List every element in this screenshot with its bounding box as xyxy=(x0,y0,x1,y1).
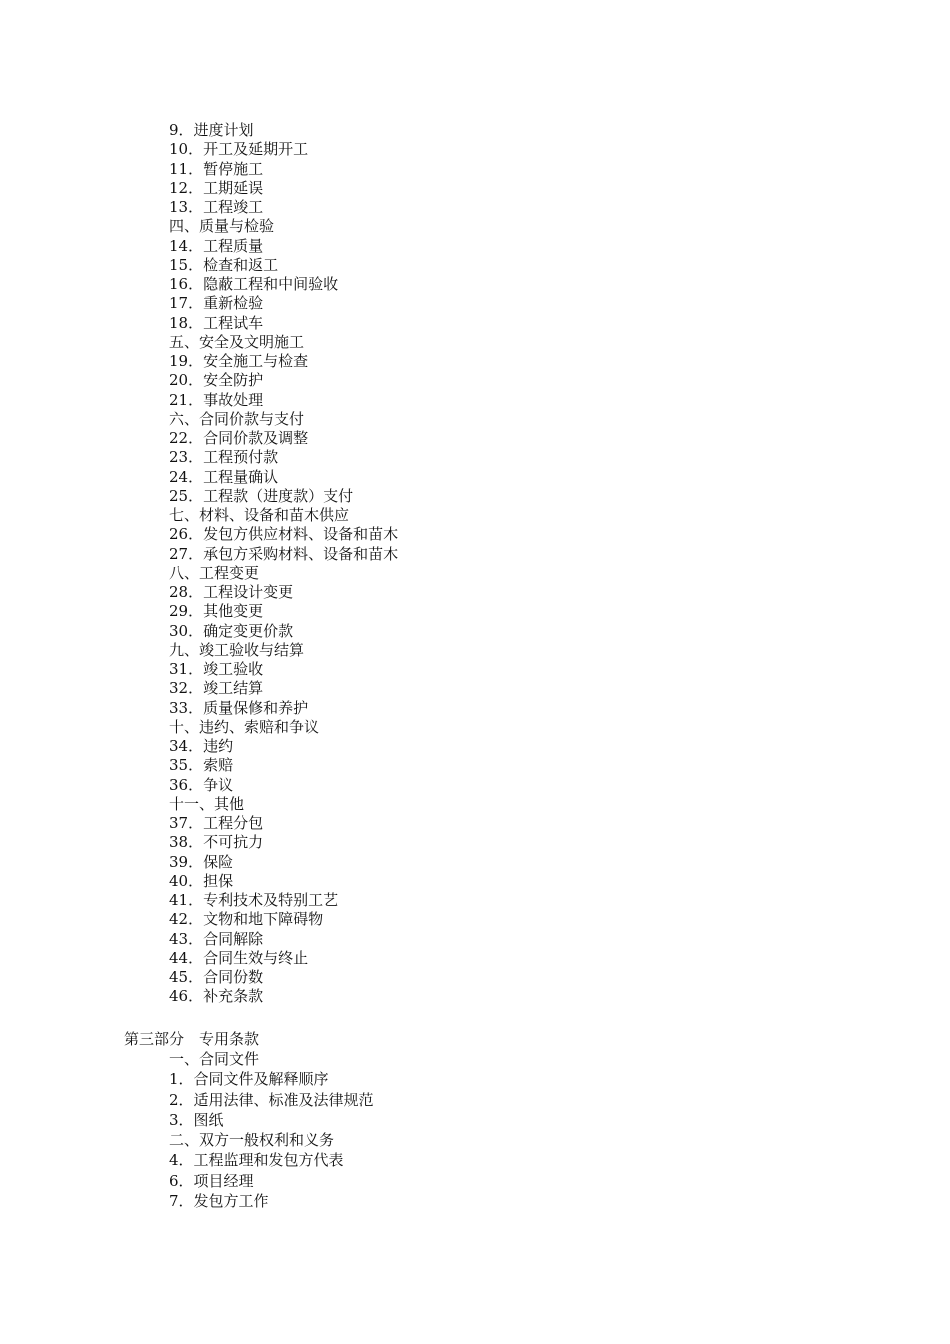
toc-item: 2．适用法律、标准及法律规范 xyxy=(169,1090,374,1109)
toc-item: 9．进度计划 xyxy=(169,121,254,139)
toc-section-heading: 六、合同价款与支付 xyxy=(169,409,305,428)
toc-section-heading: 九、竣工验收与结算 xyxy=(169,640,305,659)
toc-item: 46．补充条款 xyxy=(169,987,264,1006)
toc-section-heading: 十、违约、索赔和争议 xyxy=(169,717,320,736)
toc-section-heading: 八、工程变更 xyxy=(169,563,260,582)
toc-item: 28．工程设计变更 xyxy=(169,583,294,601)
toc-item: 16．隐蔽工程和中间验收 xyxy=(169,275,339,293)
toc-item: 14．工程质量 xyxy=(169,236,264,255)
toc-item: 27．承包方采购材料、设备和苗木 xyxy=(169,544,399,563)
toc-item: 18．工程试车 xyxy=(169,313,264,332)
toc-section-heading: 七、材料、设备和苗木供应 xyxy=(169,506,350,524)
toc-item: 20．安全防护 xyxy=(169,371,264,390)
toc-section-heading: 五、安全及文明施工 xyxy=(169,332,305,351)
general-terms-toc-list xyxy=(169,121,398,1007)
toc-item: 40．担保 xyxy=(169,871,234,890)
toc-item: 11．暂停施工 xyxy=(169,159,264,178)
toc-item: 15．检查和返工 xyxy=(169,255,279,274)
toc-item: 32．竣工结算 xyxy=(169,679,264,698)
toc-section-heading: 一、合同文件 xyxy=(169,1050,260,1068)
toc-item: 39．保险 xyxy=(169,852,234,871)
toc-item: 30．确定变更价款 xyxy=(169,621,294,640)
toc-item: 22．合同价款及调整 xyxy=(169,429,309,447)
part3-heading: 第三部分 专用条款 xyxy=(124,1030,260,1048)
toc-item: 7．发包方工作 xyxy=(169,1192,269,1211)
toc-item: 24．工程量确认 xyxy=(169,467,279,486)
toc-item: 41．专利技术及特别工艺 xyxy=(169,891,339,909)
toc-item: 43．合同解除 xyxy=(169,929,264,948)
toc-section-heading: 四、质量与检验 xyxy=(169,217,275,236)
toc-item: 37．工程分包 xyxy=(169,814,264,832)
toc-item: 6．项目经理 xyxy=(169,1171,254,1190)
toc-item: 21．事故处理 xyxy=(169,390,264,409)
toc-item: 31．竣工验收 xyxy=(169,660,264,678)
toc-item: 4．工程监理和发包方代表 xyxy=(169,1151,344,1170)
toc-item: 38．不可抗力 xyxy=(169,833,264,852)
toc-item: 35．索赔 xyxy=(169,756,234,775)
toc-item: 29．其他变更 xyxy=(169,602,264,621)
toc-item: 26．发包方供应材料、设备和苗木 xyxy=(169,525,399,544)
toc-section-heading: 十一、其他 xyxy=(169,794,245,813)
toc-item: 34．违约 xyxy=(169,737,234,755)
toc-item: 23．工程预付款 xyxy=(169,448,279,467)
toc-item: 45．合同份数 xyxy=(169,968,264,986)
toc-item: 13．工程竣工 xyxy=(169,198,264,216)
toc-item: 17．重新检验 xyxy=(169,294,264,313)
toc-item: 25．工程款（进度款）支付 xyxy=(169,486,354,505)
toc-section-heading: 二、双方一般权利和义务 xyxy=(169,1131,335,1150)
toc-item: 42．文物和地下障碍物 xyxy=(169,910,324,929)
toc-item: 19．安全施工与检查 xyxy=(169,352,309,370)
special-terms-toc-list xyxy=(169,1049,374,1211)
toc-item: 12．工期延误 xyxy=(169,178,264,197)
toc-item: 36．争议 xyxy=(169,775,234,794)
toc-item: 10．开工及延期开工 xyxy=(169,140,309,159)
toc-item: 3．图纸 xyxy=(169,1110,224,1129)
toc-item: 1．合同文件及解释顺序 xyxy=(169,1070,329,1089)
toc-item: 44．合同生效与终止 xyxy=(169,948,309,967)
toc-item: 33．质量保修和养护 xyxy=(169,698,309,717)
